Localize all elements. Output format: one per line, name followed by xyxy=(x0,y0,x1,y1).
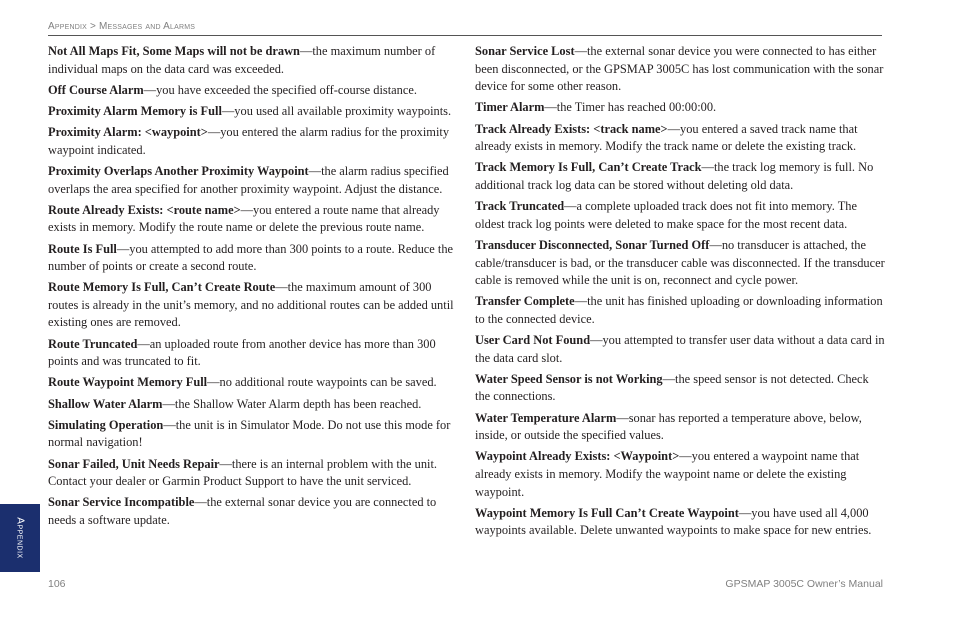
message-term: Shallow Water Alarm xyxy=(48,396,163,411)
message-entry xyxy=(475,198,885,233)
message-entry xyxy=(475,159,885,194)
message-entry xyxy=(48,336,456,371)
message-term: Not All Maps Fit, Some Maps will not be drawn xyxy=(48,44,300,58)
message-description: —you used all available proximity waypoints. xyxy=(221,103,452,118)
message-entry xyxy=(48,202,456,237)
message-term: Route Waypoint Memory Full xyxy=(48,375,208,390)
message-description: —you attempted to transfer user data without a data card in the data card slot. xyxy=(475,333,885,365)
message-description: —there is an internal problem with the unit. Contact your dealer or Garmin Product Support to have the unit serviced. xyxy=(48,456,438,489)
message-description: —you entered a waypoint name that already exists in memory. Modify the waypoint name or delete the existing waypoint. xyxy=(475,449,860,499)
message-entry xyxy=(475,293,885,328)
message-description: —the track log memory is full. No additional track log data can be stored without deleting old data. xyxy=(475,160,874,192)
message-term: Route Memory Is Full, Can’t Create Route xyxy=(48,280,276,295)
message-description: —sonar has reported a temperature above, below, inside, or outside the specified values. xyxy=(475,410,862,443)
message-description: —the alarm radius specified overlaps the area specified for another proximity waypoint. Adjust the distance. xyxy=(48,163,449,196)
message-term: Track Truncated xyxy=(475,199,565,214)
message-description: —you entered a route name that already exists in memory. Modify the route name or delete the previous route name. xyxy=(48,202,440,235)
appendix-side-tab-label: Appendix xyxy=(14,517,26,559)
message-description: —you attempted to add more than 300 points to a route. Reduce the number of points or create a second route. xyxy=(48,241,454,274)
message-description: —the unit is in Simulator Mode. Do not use this mode for normal navigation! xyxy=(48,417,451,450)
message-entry xyxy=(48,494,456,529)
message-description: —an uploaded route from another device has more than 300 points and was truncated to fit. xyxy=(48,336,436,369)
message-entry xyxy=(48,124,456,159)
message-description: —the maximum number of individual maps on the data card was exceeded. xyxy=(48,44,436,76)
message-entry xyxy=(48,82,456,100)
message-description: —no additional route waypoints can be saved. xyxy=(207,375,437,390)
message-description: —the speed sensor is not detected. Check the connections. xyxy=(475,371,869,404)
message-term: Proximity Alarm: <waypoint> xyxy=(48,125,208,140)
message-entry xyxy=(475,43,885,96)
message-term: Waypoint Already Exists: <Waypoint> xyxy=(475,449,680,464)
message-term: Route Already Exists: <route name> xyxy=(48,202,241,217)
message-entry xyxy=(475,332,885,367)
message-entry xyxy=(48,241,456,276)
message-description: —the unit has finished uploading or downloading information to the connected device. xyxy=(475,294,883,326)
message-term: Water Temperature Alarm xyxy=(475,410,617,425)
message-entry xyxy=(48,374,456,392)
message-term: Track Memory Is Full, Can’t Create Track xyxy=(475,160,702,175)
message-term: Sonar Failed, Unit Needs Repair xyxy=(48,456,220,471)
page-number: 106 xyxy=(48,578,66,590)
breadcrumb: Appendix > Messages and Alarms xyxy=(48,21,196,32)
message-description: —the Shallow Water Alarm depth has been reached. xyxy=(162,396,422,411)
manual-title: GPSMAP 3005C Owner’s Manual xyxy=(725,578,883,590)
message-entry xyxy=(48,456,456,491)
message-term: Route Is Full xyxy=(48,241,117,256)
message-entry xyxy=(475,99,885,117)
message-entry xyxy=(475,448,885,501)
left-column xyxy=(48,43,456,533)
message-description: —you have exceeded the specified off-course distance. xyxy=(143,82,417,97)
message-entry xyxy=(48,103,456,121)
message-entry xyxy=(475,505,885,540)
message-term: Sonar Service Incompatible xyxy=(48,495,195,510)
message-term: Waypoint Memory Is Full Can’t Create Waypoint xyxy=(475,505,739,520)
header-divider xyxy=(48,35,882,36)
message-description: —no transducer is attached, the cable/transducer is bad, or the transducer cable was disconnected. If the transducer cable is removed while the unit is on, reconnect and cycle power. xyxy=(475,237,885,288)
message-term: Transfer Complete xyxy=(475,294,575,309)
message-description: —you entered the alarm radius for the proximity waypoint indicated. xyxy=(48,125,450,157)
message-entry xyxy=(475,371,885,406)
message-term: Off Course Alarm xyxy=(48,82,144,97)
message-term: Transducer Disconnected, Sonar Turned Off xyxy=(475,237,710,252)
message-term: Proximity Alarm Memory is Full xyxy=(48,103,222,118)
message-entry xyxy=(475,410,885,445)
message-entry xyxy=(48,417,456,452)
message-term: Sonar Service Lost xyxy=(475,44,575,58)
message-description: —you entered a saved track name that already exists in memory. Modify the track name or delete the existing track. xyxy=(475,121,858,154)
message-description: —the external sonar device you were connected to has either been disconnected, or the GPSMAP 3005C has lost communication with the sonar device for some other reason. xyxy=(475,44,884,94)
message-term: Track Already Exists: <track name> xyxy=(475,121,668,136)
message-entry xyxy=(48,43,456,78)
message-description: —the maximum amount of 300 routes is already in the unit’s memory, and no additional routes can be added until existing ones are removed. xyxy=(48,280,454,330)
message-term: User Card Not Found xyxy=(475,333,591,348)
message-term: Route Truncated xyxy=(48,336,138,351)
message-term: Proximity Overlaps Another Proximity Waypoint xyxy=(48,163,309,178)
message-description: —the Timer has reached 00:00:00. xyxy=(544,100,717,115)
message-entry xyxy=(48,163,456,198)
message-description: —a complete uploaded track does not fit into memory. The oldest track log points were deleted to make space for the most recent data. xyxy=(475,199,857,231)
message-description: —you have used all 4,000 waypoints available. Delete unwanted waypoints to make space for new entries. xyxy=(475,505,872,538)
message-term: Timer Alarm xyxy=(475,100,545,115)
message-description: —the external sonar device you are connected to needs a software update. xyxy=(48,495,437,527)
message-entry xyxy=(475,121,885,156)
message-entry xyxy=(475,237,885,290)
message-term: Water Speed Sensor is not Working xyxy=(475,371,663,386)
right-column xyxy=(475,43,885,544)
message-entry xyxy=(48,279,456,332)
message-entry xyxy=(48,396,456,414)
message-term: Simulating Operation xyxy=(48,417,164,432)
